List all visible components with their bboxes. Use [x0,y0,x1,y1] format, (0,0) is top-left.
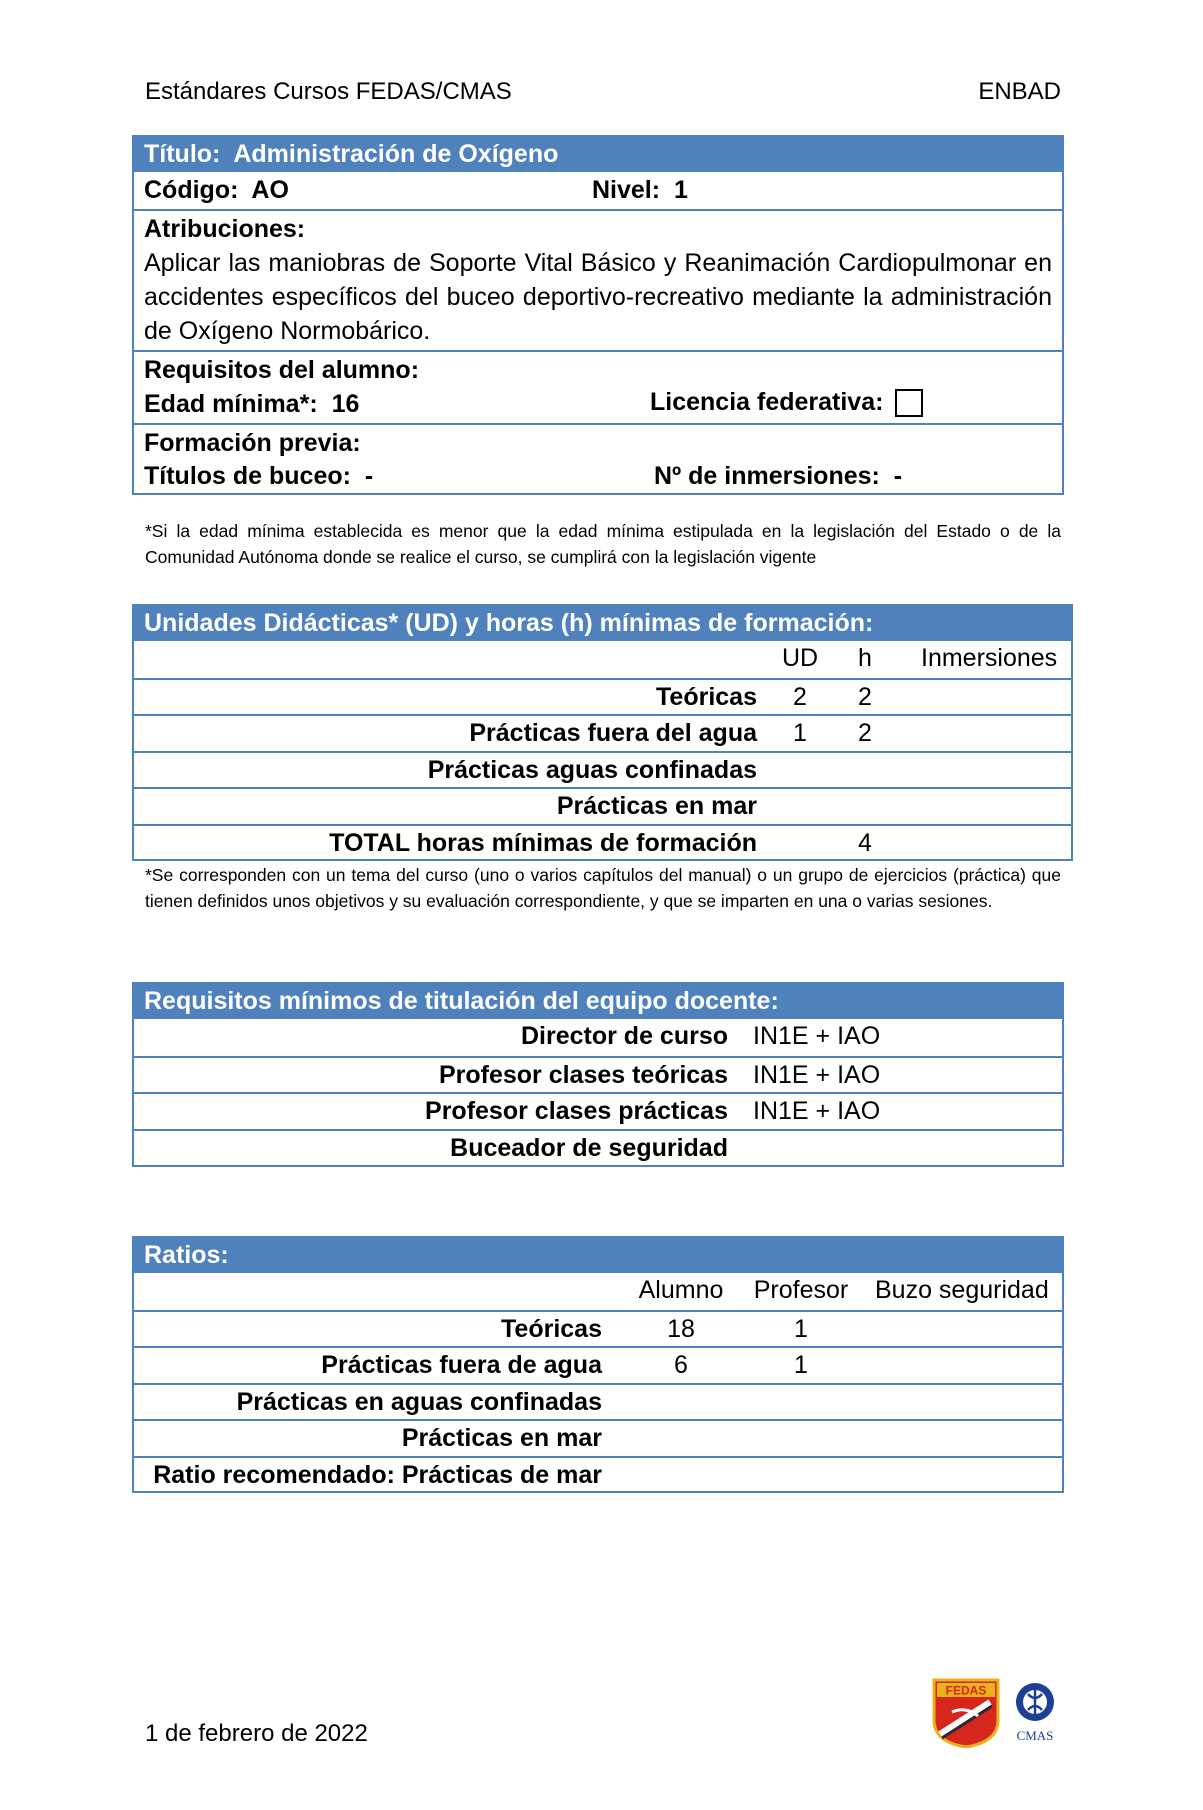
row-label: Teóricas [501,1314,602,1343]
requirements-row [134,350,1062,423]
units-header-row [134,641,1071,678]
requirements-label: Requisitos del alumno: [144,356,420,384]
table-row [134,1456,1062,1493]
ratios-table [132,1236,1064,1493]
attributions-row [134,209,1062,350]
row-label: Prácticas en mar [556,792,757,821]
cmas-logo-text: CMAS [1016,1728,1054,1743]
units-title: Unidades Didácticas* (UD) y horas (h) mínimas de formación: [134,606,1071,641]
course-info-box [132,135,1064,495]
table-row [134,1346,1062,1383]
row-label: Prácticas fuera del agua [469,719,757,748]
table-row [134,1383,1062,1420]
row-label: TOTAL horas mínimas de formación [329,828,757,857]
ratios-header-row [134,1273,1062,1310]
table-row [134,1092,1062,1129]
row-alumno: 6 [674,1351,688,1380]
table-row [134,751,1071,788]
fedas-logo [932,1676,1064,1748]
table-row [134,1310,1062,1347]
dives-label: Nº de inmersiones: [654,462,880,490]
license-label: Licencia federativa: [650,388,884,416]
header-code: ENBAD [978,78,1061,105]
table-row [134,824,1071,861]
col-alumno: Alumno [638,1276,724,1304]
title-label: Título: [144,140,221,168]
row-profesor: 1 [794,1314,808,1343]
level-field [592,176,688,205]
row-label: Profesor clases teóricas [438,1060,728,1089]
code-label: Código: [144,176,239,204]
col-inmersiones: Inmersiones [921,644,1058,672]
license-field [650,388,923,417]
row-value: IN1E + IAO [753,1060,881,1089]
row-value: IN1E + IAO [753,1097,881,1126]
age-note: *Si la edad mínima establecida es menor que la edad mínima estipulada en la legislación del Estado o de la Comunidad Autónoma donde se realice el curso, se cumplirá con la legislación vigente [145,521,1061,567]
col-profesor: Profesor [753,1276,849,1304]
row-label: Profesor clases prácticas [425,1097,728,1126]
row-label: Prácticas en aguas confinadas [236,1387,602,1416]
prior-training-row [134,423,1062,493]
diving-titles-value: - [364,462,374,490]
row-ud: 1 [793,719,807,748]
min-age-label: Edad mínima*: [144,390,318,418]
prior-training-label: Formación previa: [144,429,361,457]
row-alumno: 18 [667,1314,695,1343]
row-label: Teóricas [656,682,757,711]
table-row [134,1419,1062,1456]
units-note: *Se corresponden con un tema del curso (uno o varios capítulos del manual) o un grupo de ejercicios (práctica) que tienen definidos unos objetivos y su evaluación correspondiente, y que se imparten en una o varias sesiones. [145,865,1061,911]
table-row [134,1019,1062,1056]
logos [932,1676,1064,1748]
level-value: 1 [674,176,688,204]
code-field [144,176,289,205]
diving-titles-label: Títulos de buceo: [144,462,351,490]
row-h: 4 [858,828,872,857]
teaching-table [132,982,1064,1167]
attributions-text: Aplicar las maniobras de Soporte Vital Básico y Reanimación Cardiopulmonar en accidentes específicos del buceo deportivo-recreativo mediante la administración de Oxígeno Normobárico. [144,249,1052,345]
teaching-title: Requisitos mínimos de titulación del equipo docente: [134,984,1062,1019]
row-h: 2 [858,682,872,711]
row-label: Prácticas aguas confinadas [427,755,757,784]
dives-field [654,462,902,491]
attributions-label: Atribuciones: [144,215,306,243]
table-row [134,787,1071,824]
row-ud: 2 [793,682,807,711]
license-checkbox[interactable] [895,389,923,417]
col-buzo: Buzo seguridad [875,1276,1049,1304]
min-age-value: 16 [331,390,360,418]
ratios-title: Ratios: [134,1238,1062,1273]
col-h: h [858,644,872,672]
row-label: Buceador de seguridad [450,1133,728,1162]
row-label: Director de curso [520,1022,728,1050]
table-row [134,714,1071,751]
code-value: AO [251,176,289,204]
row-label: Ratio recomendado: Prácticas de mar [153,1460,602,1489]
course-title-bar [134,137,1062,172]
title-value: Administración de Oxígeno [233,140,559,168]
row-label: Prácticas fuera de agua [321,1351,602,1380]
header-title: Estándares Cursos FEDAS/CMAS [145,78,512,105]
table-row [134,1129,1062,1166]
row-h: 2 [858,719,872,748]
units-table [132,604,1073,861]
level-label: Nivel: [592,176,661,204]
row-profesor: 1 [794,1351,808,1380]
min-age-field [144,390,359,419]
row-label: Prácticas en mar [401,1424,602,1453]
col-ud: UD [781,644,819,672]
table-row [134,678,1071,715]
fedas-logo-text: FEDAS [945,1683,987,1698]
diving-titles-field [144,462,373,491]
code-row [134,172,1062,209]
table-row [134,1056,1062,1093]
dives-value: - [893,462,903,490]
row-value: IN1E + IAO [753,1022,881,1050]
footer-date: 1 de febrero de 2022 [145,1720,368,1747]
